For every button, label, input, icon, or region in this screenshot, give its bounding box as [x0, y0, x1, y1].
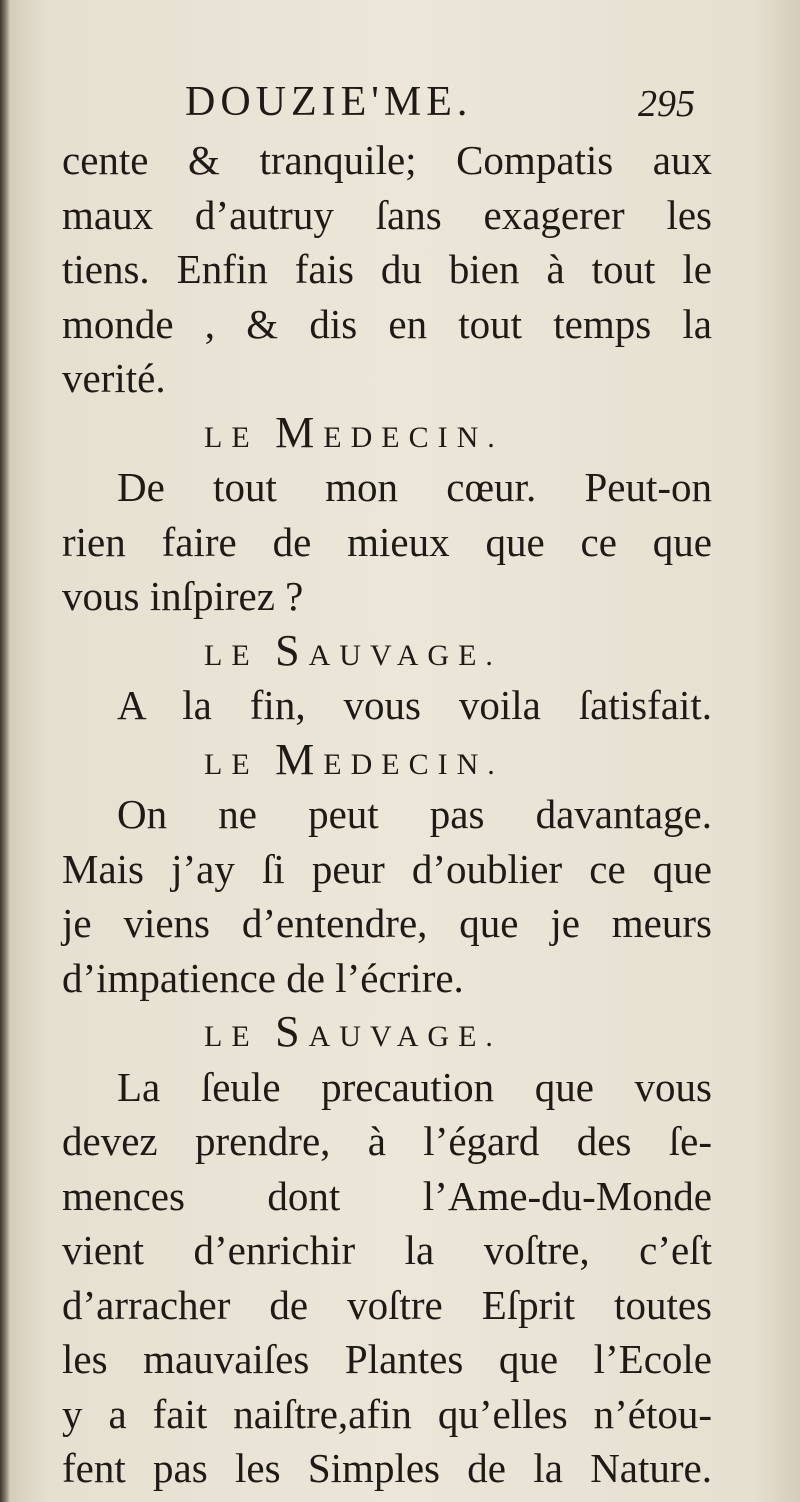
text-line: tiens. Enfin fais du bien à tout le — [62, 246, 712, 292]
speaker-heading — [62, 406, 712, 461]
speaker-name: SAUVAGE. — [275, 625, 502, 675]
speaker-prefix: LE — [204, 747, 276, 781]
text-line: y a fait naiſtre,afin qu’elles n’étou- — [62, 1390, 712, 1437]
page-edge-shadow — [0, 0, 10, 1502]
page-number: 295 — [638, 83, 695, 125]
running-head: DOUZIE'ME. — [185, 79, 473, 125]
text-line: d’arracher de voſtre Eſprit toutes — [62, 1281, 712, 1328]
text-line: fent pas les Simples de la Nature. — [62, 1445, 712, 1491]
speaker-prefix: LE — [204, 420, 276, 454]
text-line: A la fin, vous voila ſatisfait. — [117, 682, 712, 728]
text-line: De tout mon cœur. Peut-on — [117, 464, 712, 510]
text-line: maux d’autruy ſans exagerer les — [62, 191, 712, 238]
speaker-name: MEDECIN. — [275, 734, 504, 784]
text-line: verité. — [62, 355, 166, 401]
text-line: je viens d’entendre, que je meurs — [62, 900, 712, 946]
text-line: les mauvaiſes Plantes que l’Ecole — [62, 1336, 712, 1382]
text-line: cente & tranquile; Compatis aux — [62, 137, 712, 183]
text-line: mences dont l’Ame-du-Monde — [62, 1172, 712, 1219]
speaker-heading — [62, 624, 712, 679]
speaker-heading — [62, 1005, 712, 1060]
text-line: vous inſpirez ? — [62, 573, 304, 619]
text-line: monde , & dis en tout temps la — [62, 300, 712, 347]
text-line: rien faire de mieux que ce que — [62, 518, 712, 565]
text-line: On ne peut pas davantage. — [117, 791, 712, 837]
speaker-heading — [62, 733, 712, 788]
speaker-name: MEDECIN. — [275, 407, 504, 457]
page-header — [185, 78, 705, 128]
speaker-prefix: LE — [204, 1020, 276, 1053]
speaker-prefix: LE — [204, 638, 276, 672]
text-line: Mais j’ay ſi peur d’oublier ce que — [62, 845, 712, 892]
page-body — [62, 133, 712, 1496]
text-line: vient d’enrichir la voſtre, c’eſt — [62, 1227, 712, 1273]
text-line: La ſeule precaution que vous — [117, 1063, 712, 1110]
text-line: d’impatience de l’écrire. — [62, 954, 464, 1001]
text-line: devez prendre, à l’égard des ſe- — [62, 1118, 712, 1164]
speaker-name: SAUVAGE. — [275, 1007, 502, 1056]
